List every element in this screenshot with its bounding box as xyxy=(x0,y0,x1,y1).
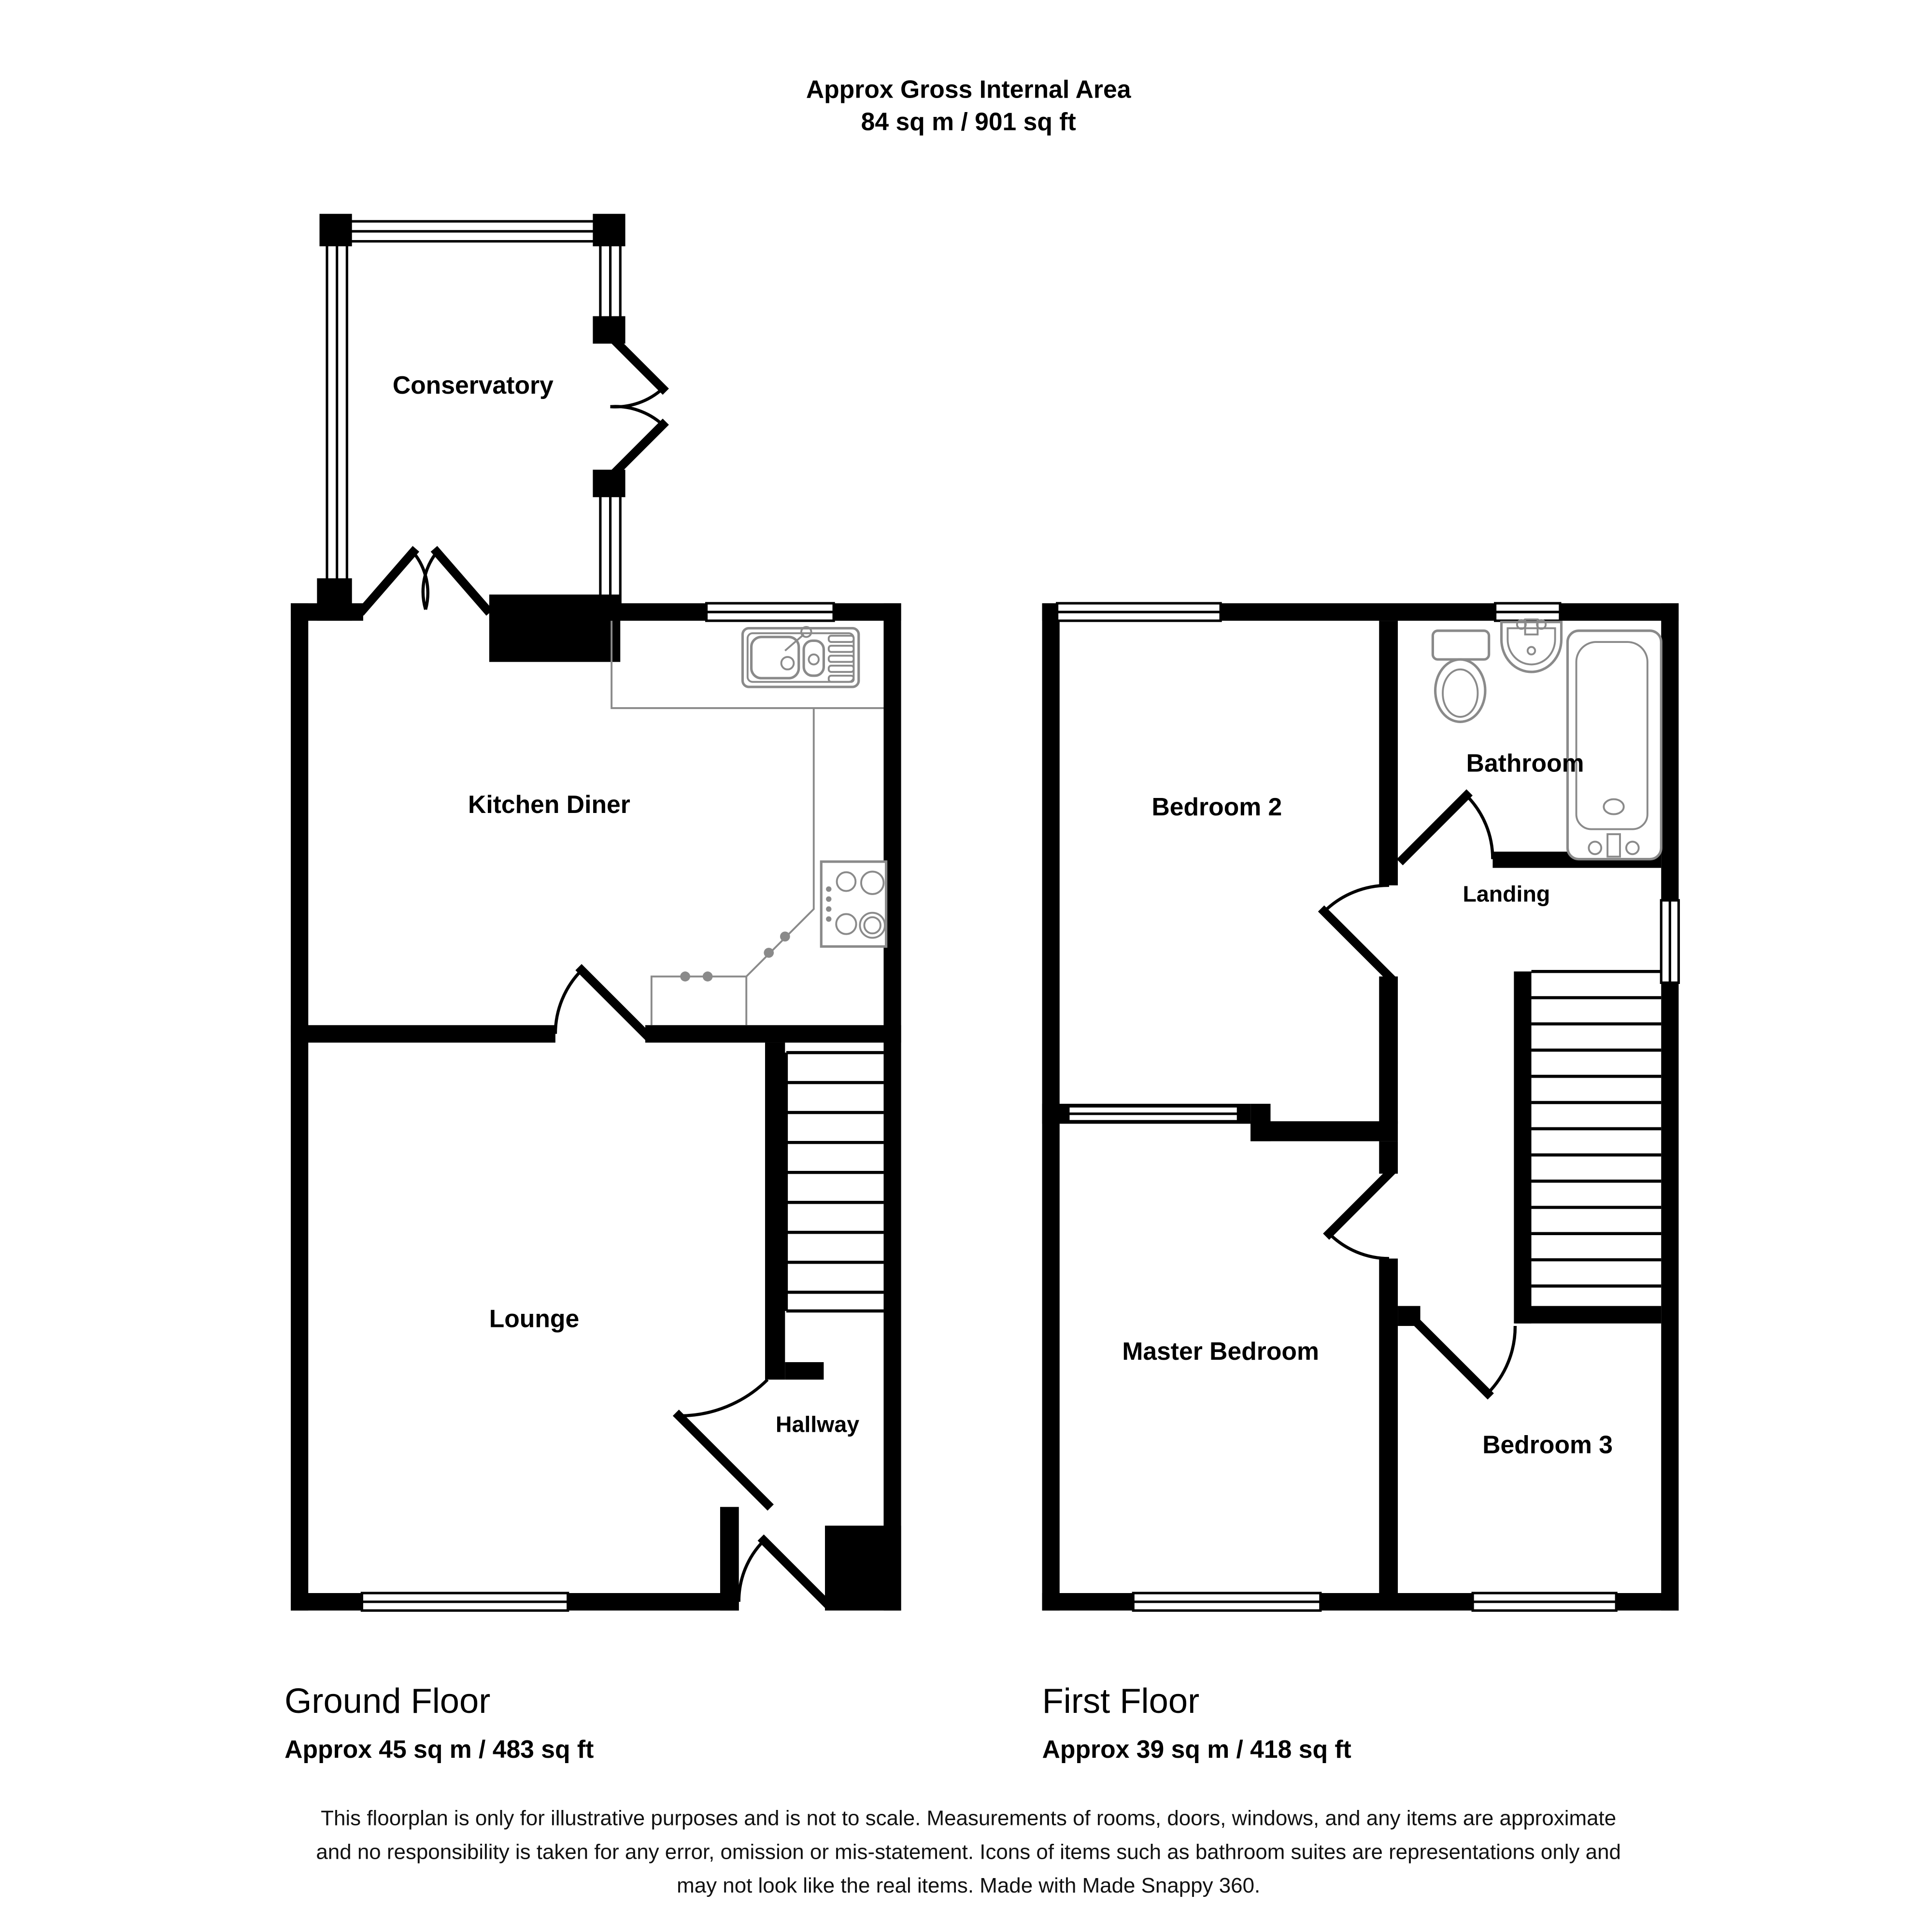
staircase-first xyxy=(1532,971,1662,1286)
ground-floor-plan xyxy=(284,214,901,1763)
wall-segment xyxy=(1379,977,1398,1124)
hob-knob xyxy=(826,906,831,911)
door-swing-arc xyxy=(555,970,582,1034)
corner-post xyxy=(593,214,625,246)
door-leaf xyxy=(437,552,486,610)
hob-knob xyxy=(826,916,831,922)
ground-floor-windows xyxy=(362,603,834,1610)
first-floor-plan xyxy=(1042,603,1679,1763)
door-leaf xyxy=(1329,1174,1389,1234)
bathtub-icon xyxy=(1567,631,1661,859)
wall-segment xyxy=(1321,1593,1473,1610)
room-label-hallway: Hallway xyxy=(775,1411,860,1437)
room-label-bedroom3: Bedroom 3 xyxy=(1482,1430,1613,1459)
room-label-conservatory: Conservatory xyxy=(392,370,554,399)
kitchen-lounge-door xyxy=(555,970,645,1034)
door-leaf xyxy=(363,552,413,610)
ground-floor-walls xyxy=(291,595,901,1610)
header xyxy=(806,75,1132,135)
toilet-cistern xyxy=(1433,631,1489,659)
door-swing-arc xyxy=(1329,1234,1389,1259)
disclaimer-line-1: This floorplan is only for illustrative purposes and is not to scale. Measurements of rooms, doors, windows, and any items are approximate xyxy=(321,1806,1617,1830)
wall-step-block xyxy=(825,1525,901,1610)
door-swing-arc xyxy=(1488,1326,1515,1394)
wall-segment xyxy=(1379,621,1398,885)
tap-dot xyxy=(764,948,774,958)
gross-internal-area-title: Approx Gross Internal Area xyxy=(806,75,1131,103)
room-label-bedroom2: Bedroom 2 xyxy=(1151,793,1282,821)
wall-segment xyxy=(1514,971,1531,1324)
wall-segment xyxy=(1250,1121,1398,1141)
door-leaf xyxy=(582,970,645,1034)
bedroom3-door xyxy=(1421,1326,1515,1394)
first-floor-area: Approx 39 sq m / 418 sq ft xyxy=(1042,1735,1351,1764)
master-bedroom-door xyxy=(1329,1174,1389,1259)
basin-icon xyxy=(1502,619,1562,672)
disclaimer-line-3: may not look like the real items. Made with Made Snappy 360. xyxy=(677,1874,1261,1898)
door-swing-arc xyxy=(611,388,663,407)
room-label-landing: Landing xyxy=(1463,881,1550,907)
door-leaf xyxy=(611,425,663,477)
door-hinge-stub xyxy=(1398,1306,1421,1326)
counter-bottom-unit xyxy=(652,977,746,1025)
french-doors xyxy=(611,336,663,477)
wall-jog-block xyxy=(785,1362,824,1380)
door-swing-arc xyxy=(611,407,663,425)
sink-bowl-half xyxy=(804,641,824,675)
wall-segment xyxy=(765,1042,785,1380)
disclaimer xyxy=(316,1807,1621,1898)
wall-segment xyxy=(291,603,308,1610)
tap-dot xyxy=(680,971,690,982)
wall-segment xyxy=(1560,603,1678,621)
first-floor-title: First Floor xyxy=(1042,1682,1200,1721)
staircase-ground xyxy=(786,1053,884,1311)
wall-segment xyxy=(1221,603,1495,621)
wall-segment xyxy=(720,1507,739,1610)
conservatory-kitchen-double-doors xyxy=(363,552,487,610)
wall-segment xyxy=(489,603,707,621)
door-leaf xyxy=(1421,1326,1488,1394)
kitchen-fittings xyxy=(611,621,886,1025)
door-leaf xyxy=(679,1416,767,1504)
toilet-icon xyxy=(1433,631,1489,722)
corner-post xyxy=(319,214,352,246)
door-swing-arc xyxy=(1324,885,1389,911)
room-label-bathroom: Bathroom xyxy=(1466,749,1584,777)
door-leaf xyxy=(1324,911,1389,976)
counter-right-run xyxy=(746,708,814,1025)
wall-segment xyxy=(645,1025,901,1042)
door-swing-arc xyxy=(679,1380,767,1416)
wall-segment xyxy=(1661,982,1678,1610)
ground-floor-area: Approx 45 sq m / 483 sq ft xyxy=(284,1735,594,1764)
wall-segment xyxy=(1616,1593,1678,1610)
door-swing-arc xyxy=(1466,796,1492,859)
bathroom-door xyxy=(1403,796,1492,859)
room-label-master-bedroom: Master Bedroom xyxy=(1122,1337,1319,1365)
wall-segment xyxy=(568,1593,739,1610)
wall-segment xyxy=(291,1593,362,1610)
door-swing-arc xyxy=(413,552,427,610)
tap-dot xyxy=(780,931,790,941)
wall-segment xyxy=(1515,1306,1661,1324)
wall-segment xyxy=(1042,1593,1134,1610)
lounge-hallway-door xyxy=(679,1380,767,1504)
disclaimer-line-2: and no responsibility is taken for any error, omission or mis-statement. Icons of items such as bathroom suites are representations only and xyxy=(316,1840,1621,1864)
room-label-kitchen: Kitchen Diner xyxy=(468,790,630,819)
gross-internal-area-value: 84 sq m / 901 sq ft xyxy=(861,107,1076,136)
hob-outline xyxy=(821,862,886,947)
hob-icon xyxy=(821,862,886,947)
wall-segment xyxy=(883,603,901,1610)
door-swing-arc xyxy=(423,552,437,610)
room-label-lounge: Lounge xyxy=(489,1304,580,1333)
tap-dot xyxy=(703,971,713,982)
bathroom-fixtures xyxy=(1433,619,1661,859)
door-leaf xyxy=(1403,796,1466,859)
door-swing-arc xyxy=(739,1540,764,1602)
ground-floor-title: Ground Floor xyxy=(284,1682,491,1721)
conservatory-glazed-walls xyxy=(317,214,625,621)
wall-segment xyxy=(1379,1258,1398,1593)
wall-segment xyxy=(1661,603,1678,900)
door-leaf xyxy=(764,1540,825,1602)
hob-knob xyxy=(826,897,831,902)
front-door xyxy=(739,1540,825,1602)
bedroom2-door xyxy=(1324,885,1389,977)
sink-icon xyxy=(742,627,858,687)
hob-knob xyxy=(826,886,831,892)
door-leaf xyxy=(611,336,663,389)
wall-segment xyxy=(291,1025,555,1042)
